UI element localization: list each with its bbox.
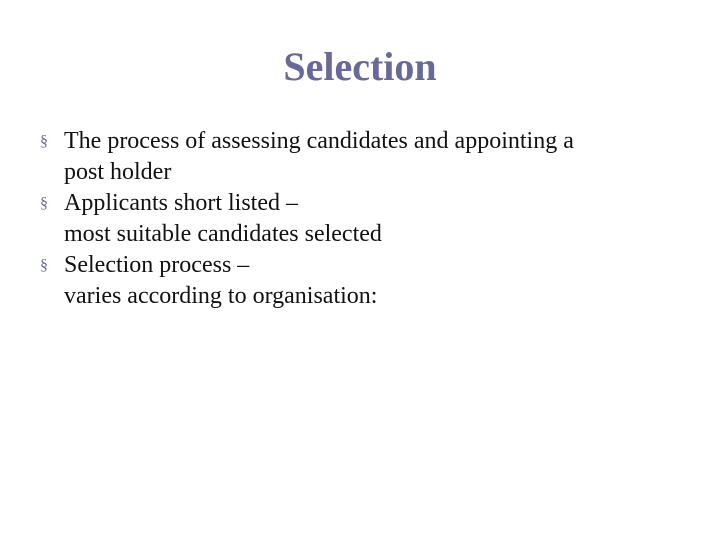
bullet-text-line: most suitable candidates selected bbox=[64, 221, 382, 247]
bullet-list bbox=[40, 126, 680, 312]
slide-title: Selection bbox=[283, 44, 437, 89]
bullet-text-line: Applicants short listed – bbox=[64, 190, 298, 216]
bullet-marker-icon: § bbox=[40, 257, 48, 274]
bullet-marker-icon: § bbox=[40, 195, 48, 212]
bullet-item bbox=[40, 250, 680, 312]
bullet-text-line: Selection process – bbox=[64, 252, 250, 278]
bullet-item bbox=[40, 188, 680, 250]
bullet-marker-icon: § bbox=[40, 133, 48, 150]
bullet-text-line: The process of assessing candidates and appointing a bbox=[64, 128, 574, 154]
bullet-item bbox=[40, 126, 680, 188]
bullet-text-line: post holder bbox=[64, 159, 172, 185]
bullet-text-line: varies according to organisation: bbox=[64, 283, 378, 309]
